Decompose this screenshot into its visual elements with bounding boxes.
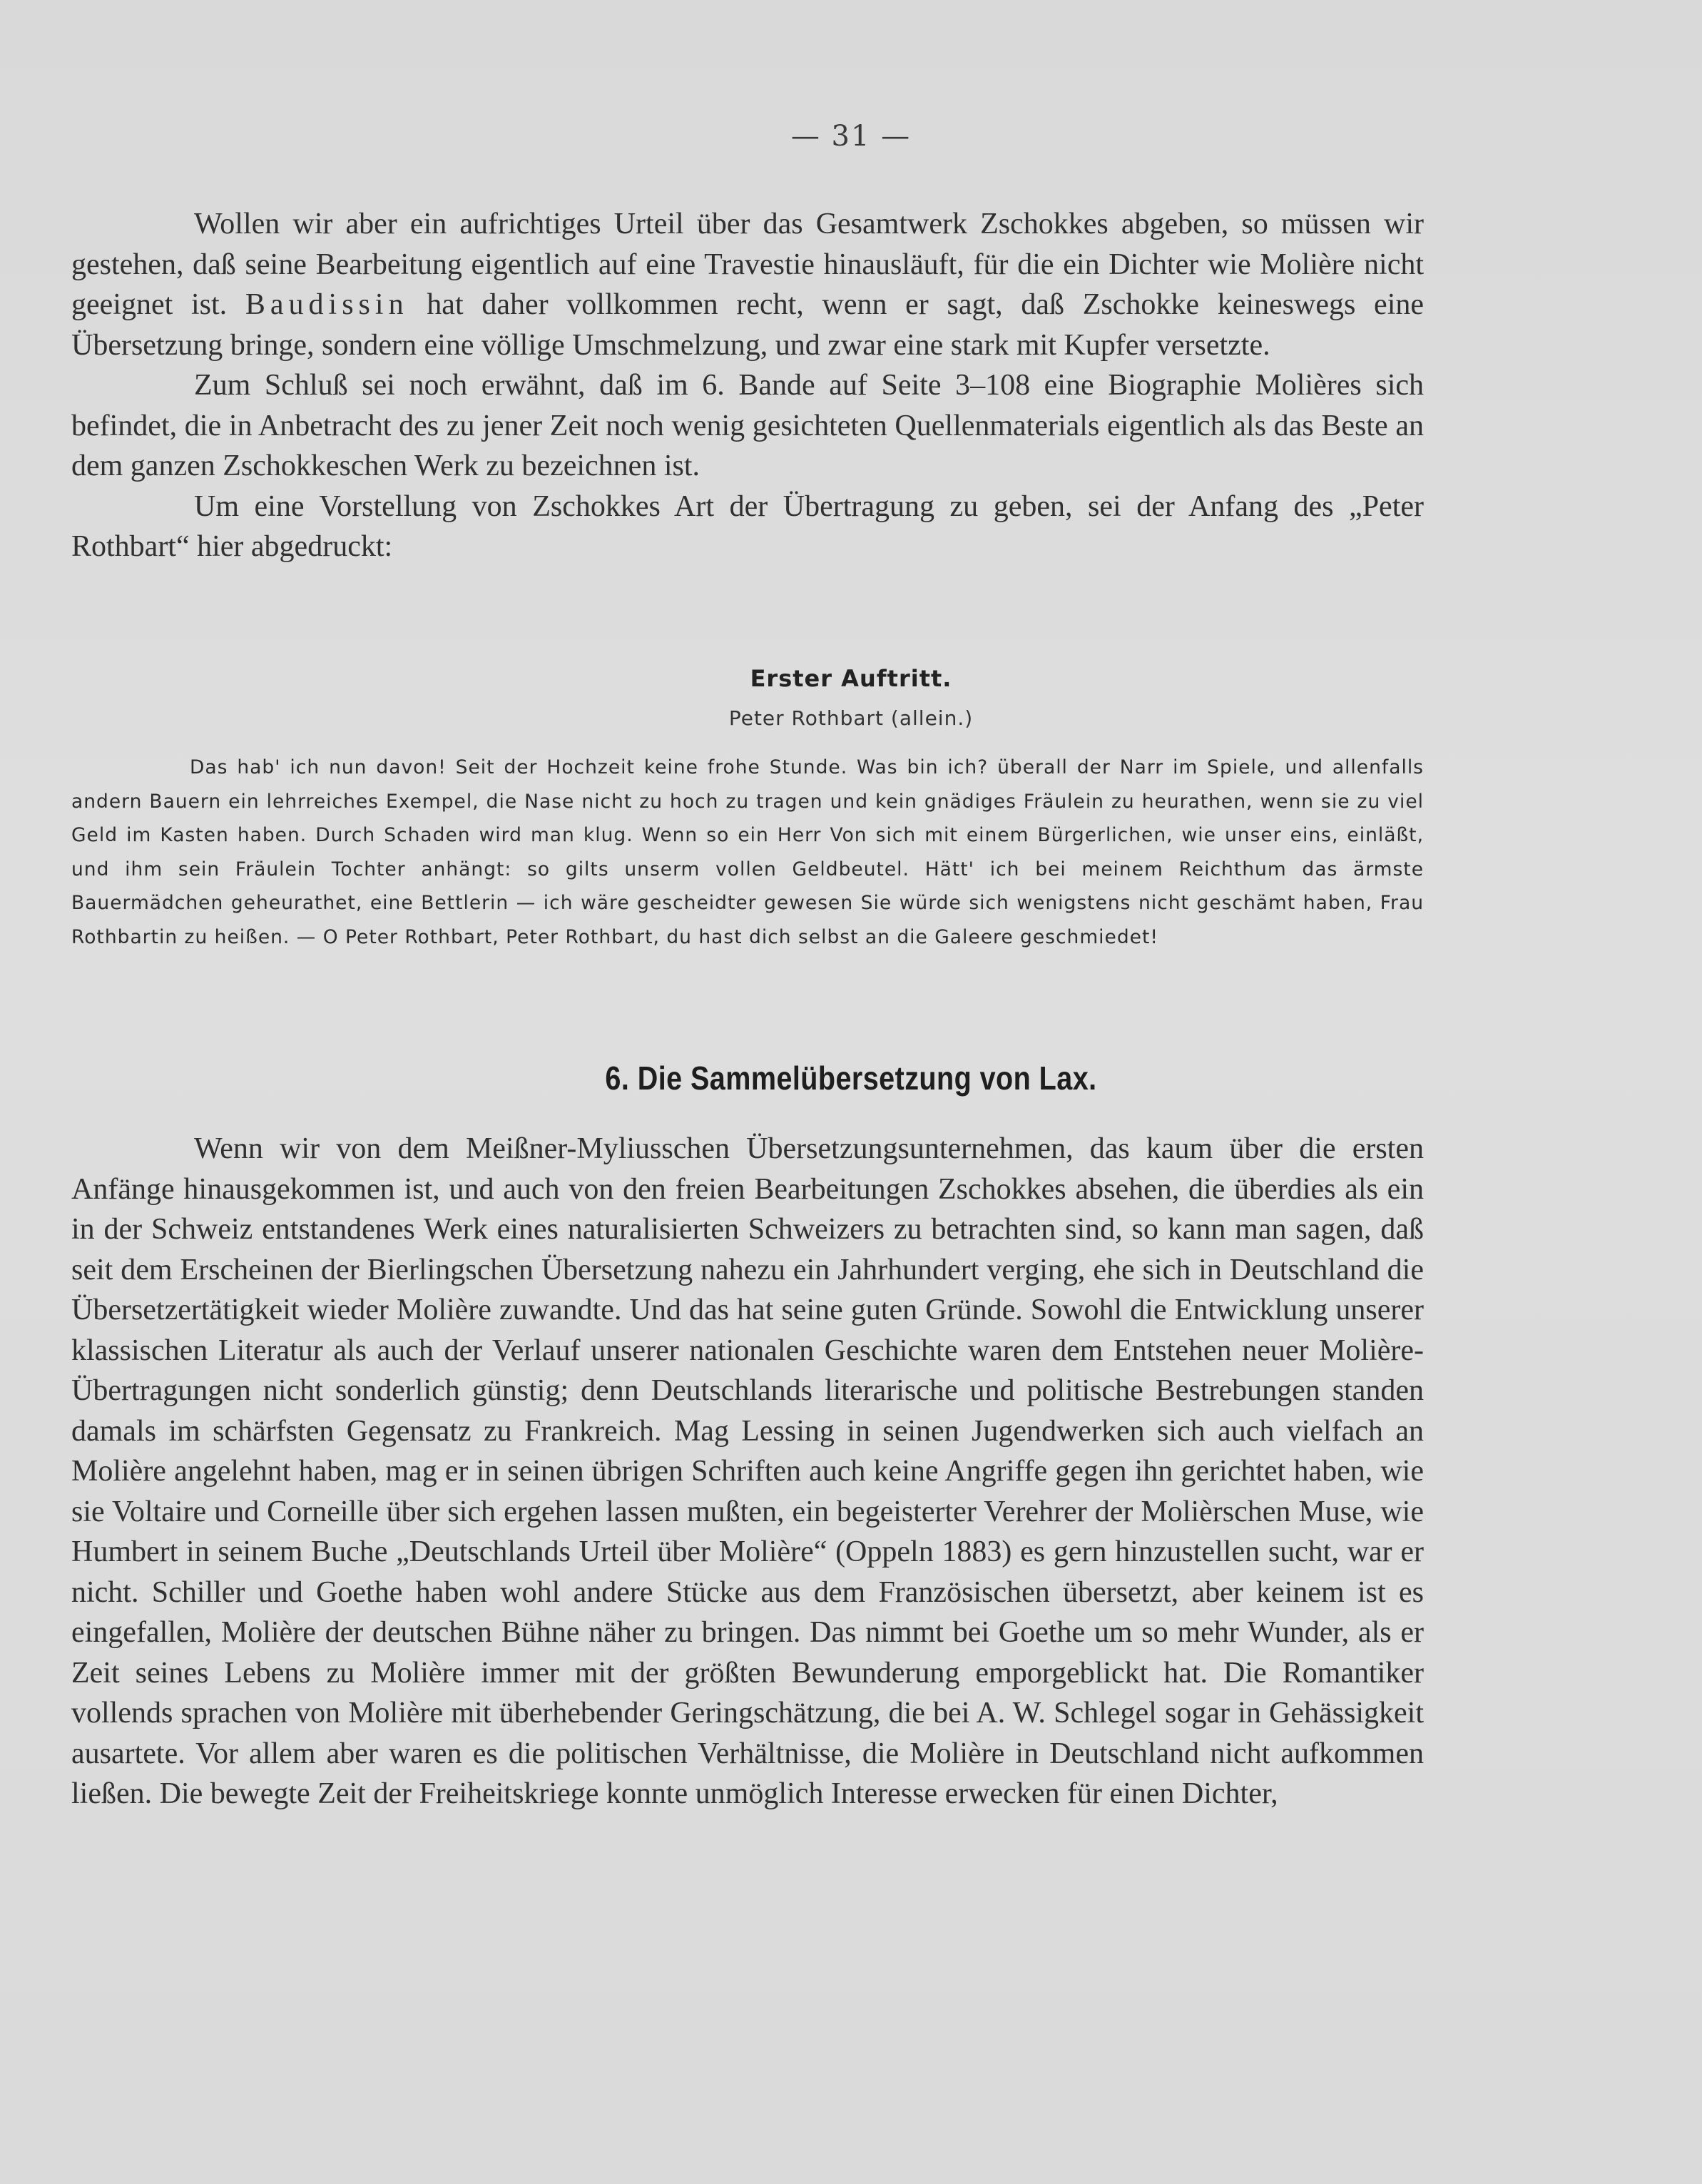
paragraph-text: hat daher vollkommen recht, wenn er sagt, daß Zschokke keineswegs eine Übersetzung bringe, sondern eine völlige Umschmelzung, und zwar eine stark mit Kupfer versetzte. [71,288,1425,362]
intro-text [71,204,1424,567]
paragraph: Wenn wir von dem Meißner-Myliusschen Übersetzungsunternehmen, das kaum über die ersten Anfänge hinausgekommen ist, und auch von den freien Bearbeitungen Zschokkes absehen, die überdies als ein in der Schweiz entstandenes Werk eines naturalisierten Schweizers zu betrachten sind, so kann man sagen, daß seit dem Erscheinen der Bierlingschen Übersetzung nahezu ein Jahrhundert verging, ehe sich in Deutschland die Übersetzertätigkeit wieder Molière zuwandte. Und das hat seine guten Gründe. Sowohl die Entwicklung unserer klassischen Literatur als auch der Verlauf unserer nationalen Geschichte waren dem Entstehen neuer Molière-Übertragungen nicht sonderlich günstig; denn Deutschlands literarische und politische Bestrebungen standen damals im schärfsten Gegensatz zu Frankreich. Mag Lessing in seinen Jugendwerken sich auch vielfach an Molière angelehnt haben, mag er in seinen übrigen Schriften auch keine Angriffe gegen ihn gerichtet haben, wie sie Voltaire und Corneille über sich ergehen lassen mußten, ein begeisterter Verehrer der Molièrschen Muse, wie Humbert in seinem Buche „Deutschlands Urteil über Molière“ (Oppeln 1883) es gern hinzustellen sucht, war er nicht. Schiller und Goethe haben wohl andere Stücke aus dem Französischen übersetzt, aber keinem ist es eingefallen, Molière der deutschen Bühne näher zu bringen. Das nimmt bei Goethe um so mehr Wunder, als er Zeit seines Lebens zu Molière immer mit der größten Bewunderung emporgeblickt hat. Die Romantiker vollends sprachen von Molière mit überhebender Geringschätzung, die bei A. W. Schlegel sogar in Gehässigkeit ausartete. Vor allem aber waren es die politischen Verhältnisse, die Molière in Deutschland nicht aufkommen ließen. Die bewegte Zeit der Freiheitskriege konnte unmöglich Interesse erwecken für einen Dichter, [71,1132,1424,1810]
author-name-spaced: Baudissin [245,288,409,321]
quote-paragraph: Das hab' ich nun davon! Seit der Hochzeit keine frohe Stunde. Was bin ich? überall der Narr im Spiele, und allenfalls andern Bauern ein lehrreiches Exempel, die Nase nicht zu hoch zu tragen und kein gnädiges Fräulein zu heurathen, wenn sie zu viel Geld im Kasten haben. Durch Schaden wird man klug. Wenn so ein Herr Von sich mit einem Bürgerlichen, wie unser eins, einläßt, und ihm sein Fräulein Tochter anhängt: so gilts unserm vollen Geldbeutel. Hätt' ich bei meinem Reichthum das ärmste Bauermädchen geheurathet, eine Bettlerin — ich wäre gescheidter gewesen Sie würde sich wenigstens nicht geschämt haben, Frau Rothbartin zu heißen. — O Peter Rothbart, Peter Rothbart, du hast dich selbst an die Galeere geschmiedet! [71,756,1424,948]
paragraph [71,204,1424,365]
paragraph: Um eine Vorstellung von Zschokkes Art der Übertragung zu geben, sei der Anfang des „Peter Rothbart“ hier abgedruckt: [71,489,1424,563]
paragraph: Zum Schluß sei noch erwähnt, daß im 6. Bande auf Seite 3–108 eine Biographie Molières sich befindet, die in Anbetracht des zu jener Zeit noch wenig gesichteten Quellenmaterials eigentlich als das Beste an dem ganzen Zschokkeschen Werk zu bezeichnen ist. [71,369,1424,482]
scene-role: Peter Rothbart (allein.) [728,706,974,730]
paragraph-text: Wollen wir aber ein aufrichtiges Urteil über das Gesamtwerk Zschokkes abgeben, so müssen wir gestehen, daß seine Bearbeitung eigentlich auf eine Travestie hinausläuft, für die ein Dichter wie Molière nicht geeignet ist. [71,208,1424,321]
section-heading: 6. Die Sammelübersetzung von Lax. [605,1060,1097,1097]
section-text [71,1129,1424,1814]
quoted-excerpt [71,751,1424,954]
scene-heading: Erster Auftritt. [750,665,952,692]
page-number: — 31 — [790,120,912,153]
